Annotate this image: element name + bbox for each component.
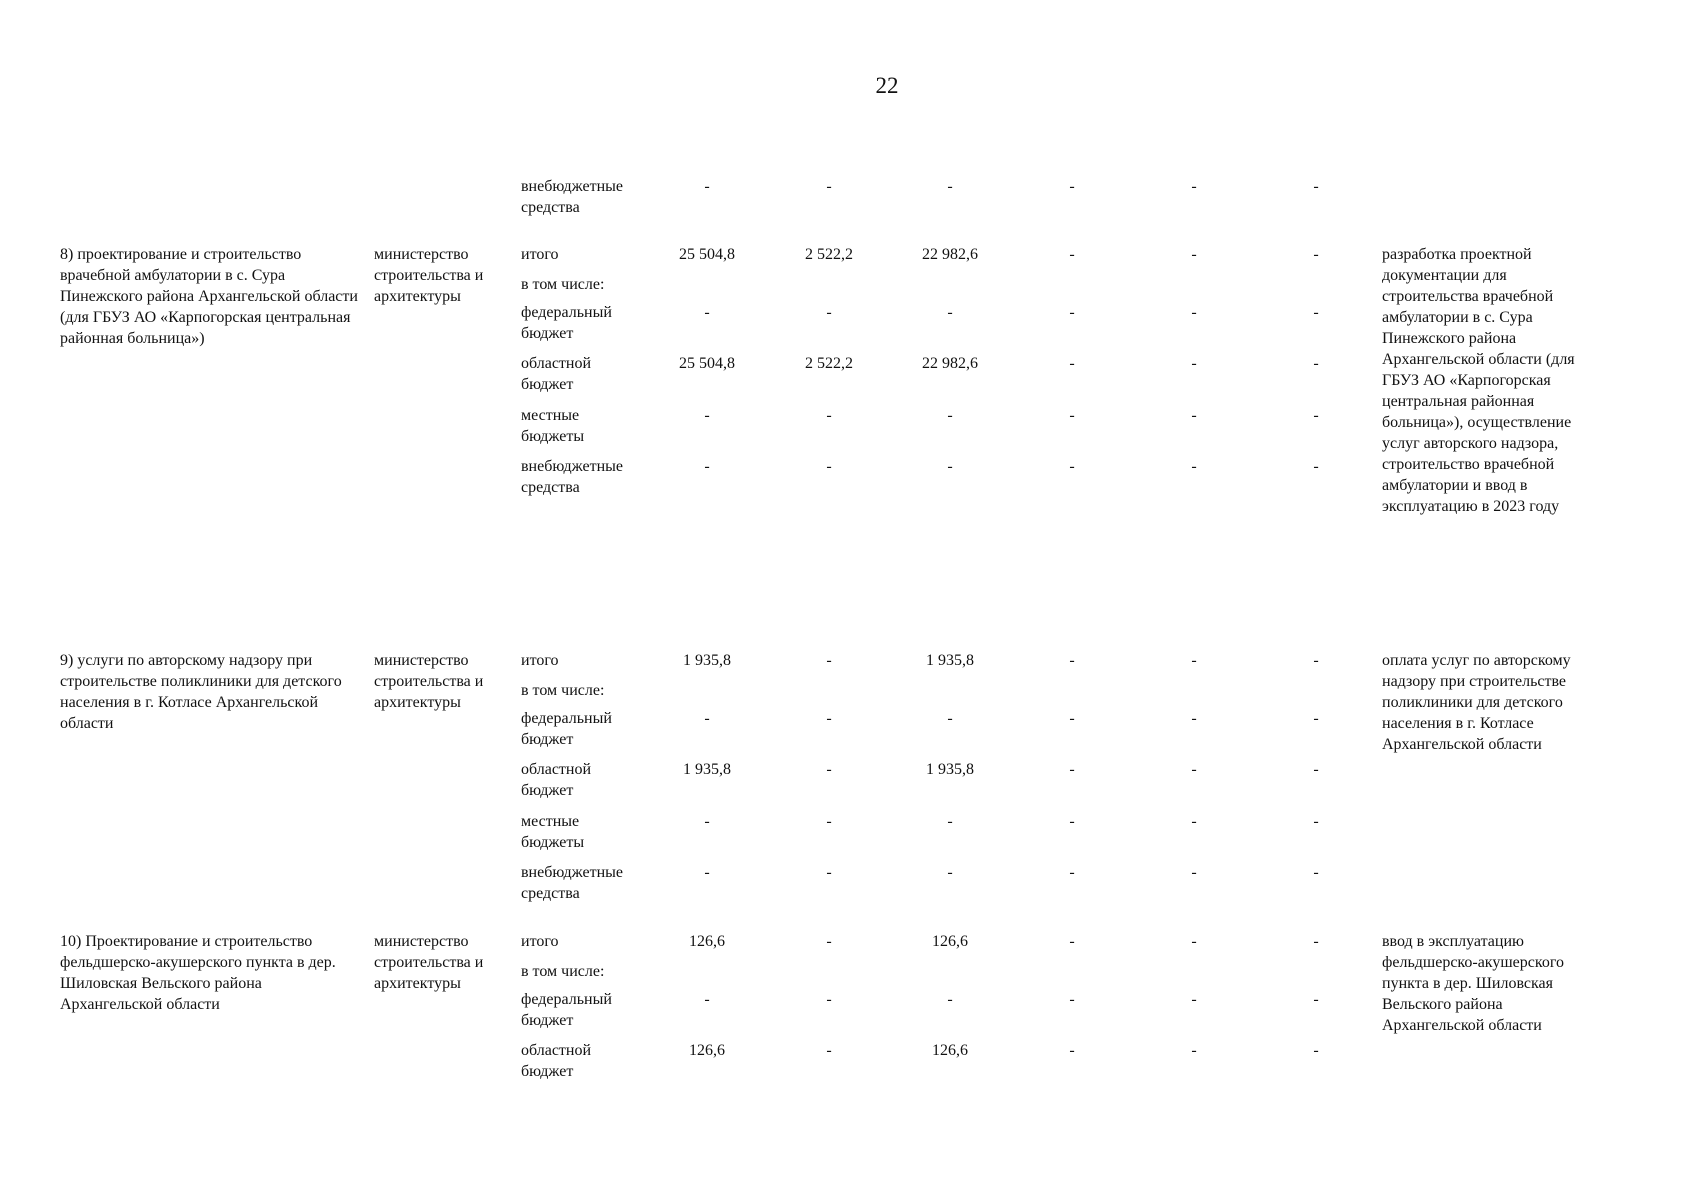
value: - bbox=[1069, 178, 1075, 195]
value: - bbox=[1069, 304, 1075, 321]
value: - bbox=[826, 991, 832, 1008]
value: 1 935,8 bbox=[683, 761, 731, 778]
value: 126,6 bbox=[689, 933, 725, 950]
funding-source: итого bbox=[521, 652, 559, 669]
value: - bbox=[826, 761, 832, 778]
value: - bbox=[947, 864, 953, 881]
funding-source: федеральный бюджет bbox=[521, 710, 612, 748]
value: - bbox=[1313, 761, 1319, 778]
value: - bbox=[1191, 991, 1197, 1008]
value: - bbox=[1191, 933, 1197, 950]
value: 22 982,6 bbox=[922, 246, 978, 263]
funding-source: местные бюджеты bbox=[521, 407, 585, 445]
value: - bbox=[1313, 407, 1319, 424]
value: - bbox=[947, 710, 953, 727]
value: - bbox=[704, 991, 710, 1008]
item-name: 9) услуги по авторскому надзору при строительстве поликлиники для детского населения в г. Котласе Архангельской области bbox=[60, 652, 342, 732]
value: - bbox=[704, 864, 710, 881]
value: - bbox=[947, 407, 953, 424]
value: - bbox=[826, 864, 832, 881]
funding-source: федеральный бюджет bbox=[521, 304, 612, 342]
expected-result: оплата услуг по авторскому надзору при строительстве поликлиники для детского населения в г. Котласе Архангельской области bbox=[1382, 652, 1571, 753]
value: - bbox=[1069, 407, 1075, 424]
value: - bbox=[1069, 355, 1075, 372]
executor: министерство строительства и архитектуры bbox=[374, 652, 484, 711]
executor: министерство строительства и архитектуры bbox=[374, 933, 484, 992]
funding-source: областной бюджет bbox=[521, 355, 592, 393]
value: - bbox=[1313, 652, 1319, 669]
value: - bbox=[1191, 407, 1197, 424]
value: - bbox=[826, 813, 832, 830]
value: - bbox=[1069, 710, 1075, 727]
value: 126,6 bbox=[932, 1042, 968, 1059]
value: - bbox=[1313, 1042, 1319, 1059]
value: - bbox=[947, 458, 953, 475]
funding-source: областной бюджет bbox=[521, 1042, 592, 1080]
funding-source: внебюджетные средства bbox=[521, 458, 623, 496]
value: - bbox=[1191, 652, 1197, 669]
executor: министерство строительства и архитектуры bbox=[374, 246, 484, 305]
funding-source: итого bbox=[521, 246, 559, 263]
value: - bbox=[1313, 458, 1319, 475]
funding-source: в том числе: bbox=[521, 276, 605, 293]
value: - bbox=[826, 933, 832, 950]
value: - bbox=[1069, 933, 1075, 950]
value: - bbox=[1313, 933, 1319, 950]
expected-result: разработка проектной документации для строительства врачебной амбулатории в с. Сура Пинежского района Архангельской области (для ГБУЗ АО «Карпогорская центральная районная больница»), осуществление услуг авторского надзора, строительство врачебной амбулатории и ввод в эксплуатацию в 2023 году bbox=[1382, 246, 1575, 515]
value: - bbox=[704, 813, 710, 830]
value: - bbox=[947, 178, 953, 195]
value: - bbox=[1069, 246, 1075, 263]
value: - bbox=[1313, 813, 1319, 830]
value: - bbox=[826, 458, 832, 475]
funding-source: областной бюджет bbox=[521, 761, 592, 799]
value: - bbox=[1069, 652, 1075, 669]
funding-source: в том числе: bbox=[521, 963, 605, 980]
value: - bbox=[704, 458, 710, 475]
value: - bbox=[1069, 761, 1075, 778]
value: - bbox=[1191, 178, 1197, 195]
value: - bbox=[1313, 246, 1319, 263]
item-name: 10) Проектирование и строительство фельдшерско-акушерского пункта в дер. Шиловская Вельского района Архангельской области bbox=[60, 933, 336, 1013]
value: - bbox=[826, 710, 832, 727]
value: 1 935,8 bbox=[926, 652, 974, 669]
funding-source: внебюджетные средства bbox=[521, 864, 623, 902]
value: - bbox=[947, 304, 953, 321]
value: 2 522,2 bbox=[805, 246, 853, 263]
value: - bbox=[1191, 1042, 1197, 1059]
funding-source: внебюджетные средства bbox=[521, 178, 623, 216]
value: 2 522,2 bbox=[805, 355, 853, 372]
value: - bbox=[826, 407, 832, 424]
value: - bbox=[826, 304, 832, 321]
value: - bbox=[826, 178, 832, 195]
value: - bbox=[1191, 458, 1197, 475]
value: - bbox=[704, 178, 710, 195]
value: - bbox=[1313, 991, 1319, 1008]
value: - bbox=[1313, 304, 1319, 321]
value: 25 504,8 bbox=[679, 246, 735, 263]
value: - bbox=[947, 813, 953, 830]
expected-result: ввод в эксплуатацию фельдшерско-акушерского пункта в дер. Шиловская Вельского района Архангельской области bbox=[1382, 933, 1564, 1034]
item-name: 8) проектирование и строительство врачебной амбулатории в с. Сура Пинежского района Архангельской области (для ГБУЗ АО «Карпогорская центральная районная больница») bbox=[60, 246, 358, 347]
value: - bbox=[1069, 813, 1075, 830]
value: - bbox=[1313, 864, 1319, 881]
value: - bbox=[1313, 355, 1319, 372]
funding-source: местные бюджеты bbox=[521, 813, 585, 851]
value: - bbox=[704, 710, 710, 727]
value: - bbox=[1313, 178, 1319, 195]
value: - bbox=[1069, 991, 1075, 1008]
funding-source: итого bbox=[521, 933, 559, 950]
value: - bbox=[826, 652, 832, 669]
value: 1 935,8 bbox=[683, 652, 731, 669]
value: - bbox=[1191, 355, 1197, 372]
value: - bbox=[947, 991, 953, 1008]
value: 126,6 bbox=[932, 933, 968, 950]
value: - bbox=[1069, 864, 1075, 881]
value: - bbox=[1313, 710, 1319, 727]
value: - bbox=[1191, 304, 1197, 321]
value: 126,6 bbox=[689, 1042, 725, 1059]
value: - bbox=[1191, 710, 1197, 727]
value: 25 504,8 bbox=[679, 355, 735, 372]
value: 1 935,8 bbox=[926, 761, 974, 778]
value: - bbox=[1069, 458, 1075, 475]
value: - bbox=[1191, 864, 1197, 881]
value: - bbox=[826, 1042, 832, 1059]
value: - bbox=[1191, 813, 1197, 830]
value: 22 982,6 bbox=[922, 355, 978, 372]
page-number: 22 bbox=[875, 73, 899, 98]
value: - bbox=[1191, 246, 1197, 263]
value: - bbox=[704, 407, 710, 424]
value: - bbox=[1191, 761, 1197, 778]
value: - bbox=[1069, 1042, 1075, 1059]
funding-source: федеральный бюджет bbox=[521, 991, 612, 1029]
funding-source: в том числе: bbox=[521, 682, 605, 699]
value: - bbox=[704, 304, 710, 321]
